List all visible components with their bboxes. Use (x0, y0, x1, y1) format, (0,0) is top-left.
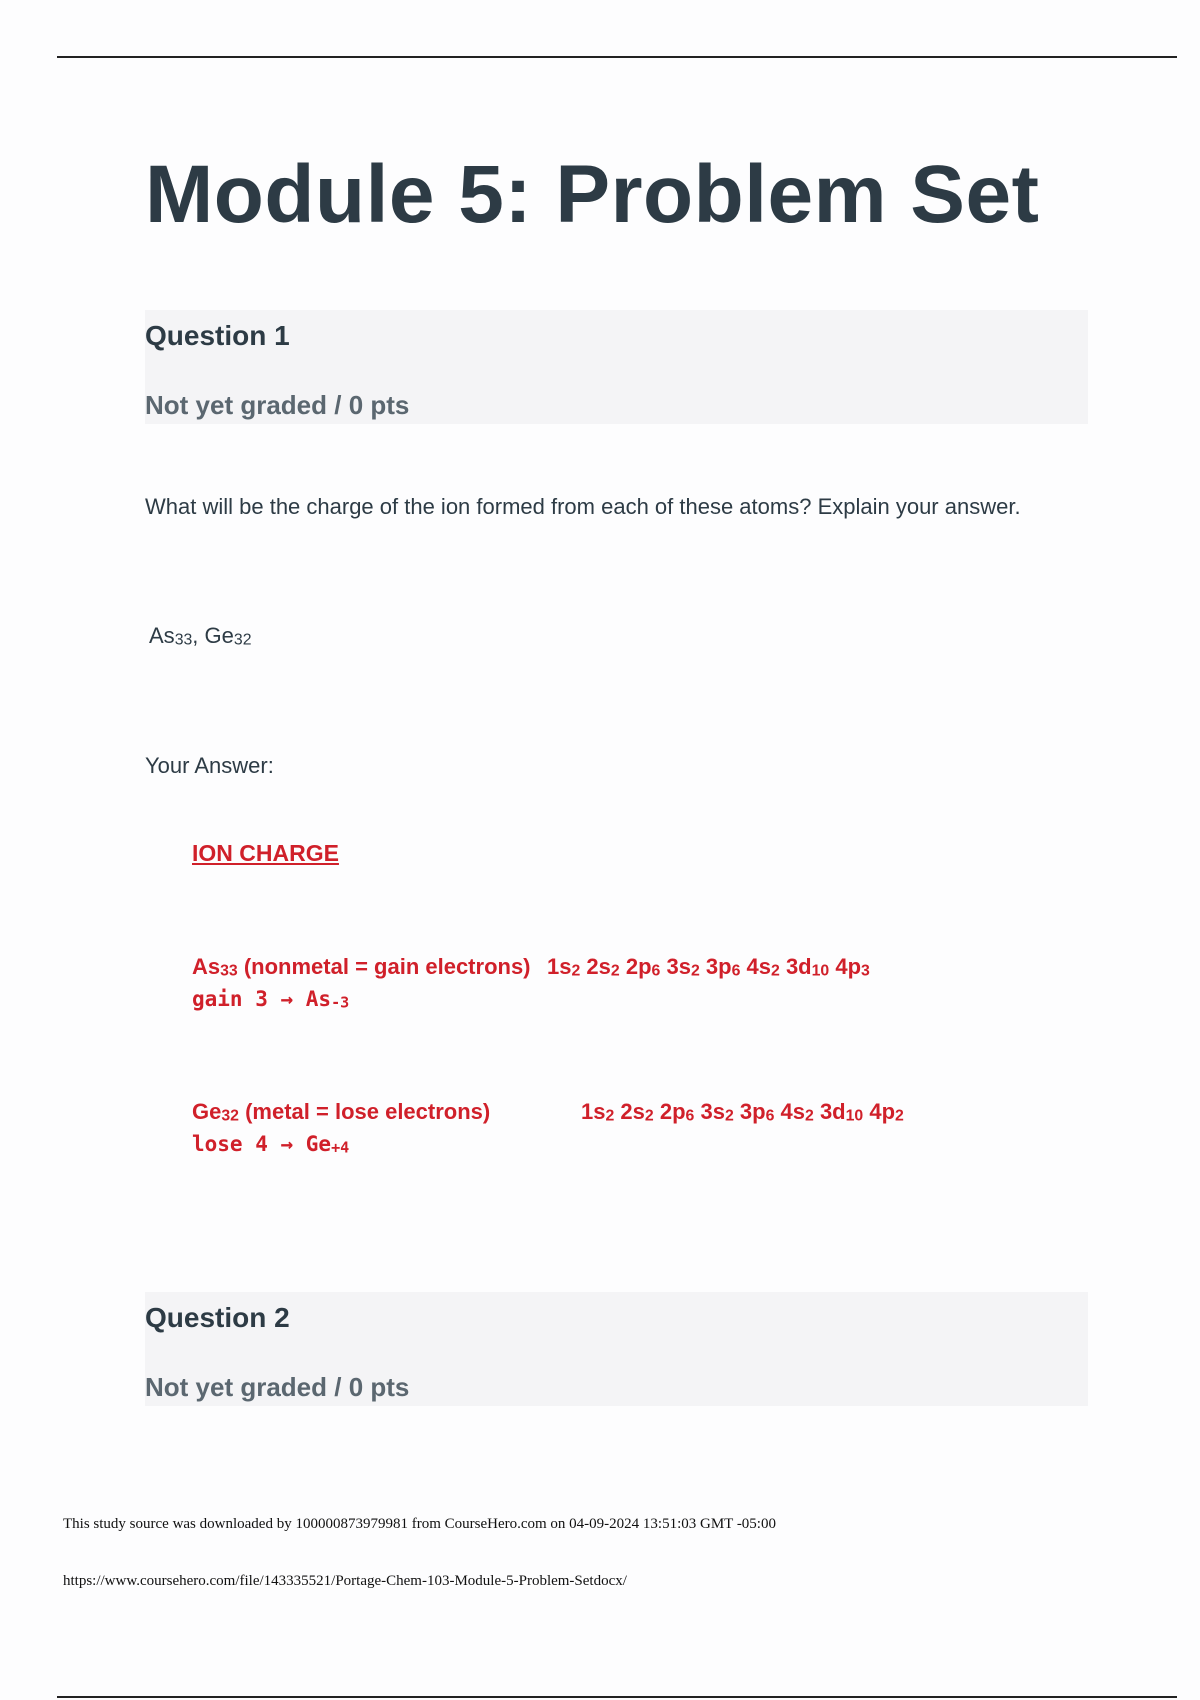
atomic-number: 32 (221, 1107, 239, 1125)
electron-count: 6 (731, 962, 741, 980)
question-points: Not yet graded / 0 pts (145, 390, 410, 420)
electron-count: 2 (895, 1107, 904, 1125)
page-title: Module 5: Problem Set (145, 149, 1040, 240)
atoms-list (149, 623, 252, 650)
atom-symbol: As (149, 623, 175, 648)
ion-charge: -3 (331, 993, 350, 1012)
electron-count: 6 (765, 1107, 775, 1125)
footer-source-note: This study source was downloaded by 100000873979981 from CourseHero.com on 04-09-2024 13:51:03 GMT -05:00 (63, 1516, 776, 1532)
element-description: (metal = lose electrons) (238, 1099, 491, 1124)
orbital-label: 3p (739, 1099, 766, 1124)
orbital-label: 2p (659, 1099, 686, 1124)
question-2-header (145, 1292, 1088, 1406)
atomic-number: 33 (220, 962, 238, 980)
ion-charge-heading: ION CHARGE (192, 840, 339, 866)
question-title: Question 2 (145, 1302, 290, 1333)
question-prompt: What will be the charge of the ion formed from each of these atoms? Explain your answer. (145, 494, 1021, 519)
electron-count: 2 (805, 1107, 814, 1125)
orbital-label: 3d (785, 954, 812, 979)
electron-count: 2 (690, 962, 700, 980)
question-1-header (145, 310, 1088, 424)
electron-count: 3 (861, 962, 870, 980)
germanium-electron-config (581, 1099, 904, 1126)
footer-url[interactable]: https://www.coursehero.com/file/143335521/Portage-Chem-103-Module-5-Problem-Setdocx/ (63, 1573, 627, 1589)
element-description: (nonmetal = gain electrons) (237, 954, 531, 979)
electron-count: 2 (571, 962, 581, 980)
question-points: Not yet graded / 0 pts (145, 1372, 410, 1402)
element-symbol: Ge (192, 1099, 222, 1124)
answer-label: Your Answer: (145, 753, 274, 778)
orbital-label: 3s (700, 1099, 725, 1124)
result-text: gain 3 → As (192, 987, 332, 1011)
electron-count: 10 (811, 962, 830, 980)
electron-count: 10 (845, 1107, 864, 1125)
top-rule (57, 56, 1177, 58)
atomic-number: 33 (174, 631, 193, 649)
orbital-label: 3p (705, 954, 732, 979)
result-text: lose 4 → Ge (192, 1132, 332, 1156)
orbital-label: 1s (581, 1099, 606, 1124)
ion-charge: +4 (331, 1138, 350, 1157)
orbital-label: 1s (547, 954, 572, 979)
atomic-number: 32 (233, 631, 252, 649)
electron-count: 2 (771, 962, 780, 980)
orbital-label: 2s (586, 954, 611, 979)
electron-count: 2 (724, 1107, 734, 1125)
orbital-label: 4s (746, 954, 771, 979)
electron-count: 2 (610, 962, 620, 980)
orbital-label: 4s (780, 1099, 805, 1124)
orbital-label: 4p (835, 954, 862, 979)
atoms-separator: , (192, 623, 205, 648)
orbital-label: 2p (625, 954, 652, 979)
germanium-ion-result (192, 1132, 349, 1157)
bottom-rule (57, 1696, 1177, 1698)
arsenic-ion-result (192, 987, 349, 1012)
orbital-label: 4p (869, 1099, 896, 1124)
electron-count: 2 (605, 1107, 615, 1125)
electron-count: 2 (644, 1107, 654, 1125)
orbital-label: 2s (620, 1099, 645, 1124)
question-title: Question 1 (145, 320, 290, 351)
electron-count: 6 (651, 962, 661, 980)
orbital-label: 3s (666, 954, 691, 979)
electron-count: 6 (685, 1107, 695, 1125)
element-symbol: As (192, 954, 221, 979)
germanium-label (192, 1099, 490, 1126)
arsenic-electron-config (547, 954, 870, 981)
orbital-label: 3d (819, 1099, 846, 1124)
arsenic-label (192, 954, 531, 981)
atom-symbol: Ge (204, 623, 234, 648)
